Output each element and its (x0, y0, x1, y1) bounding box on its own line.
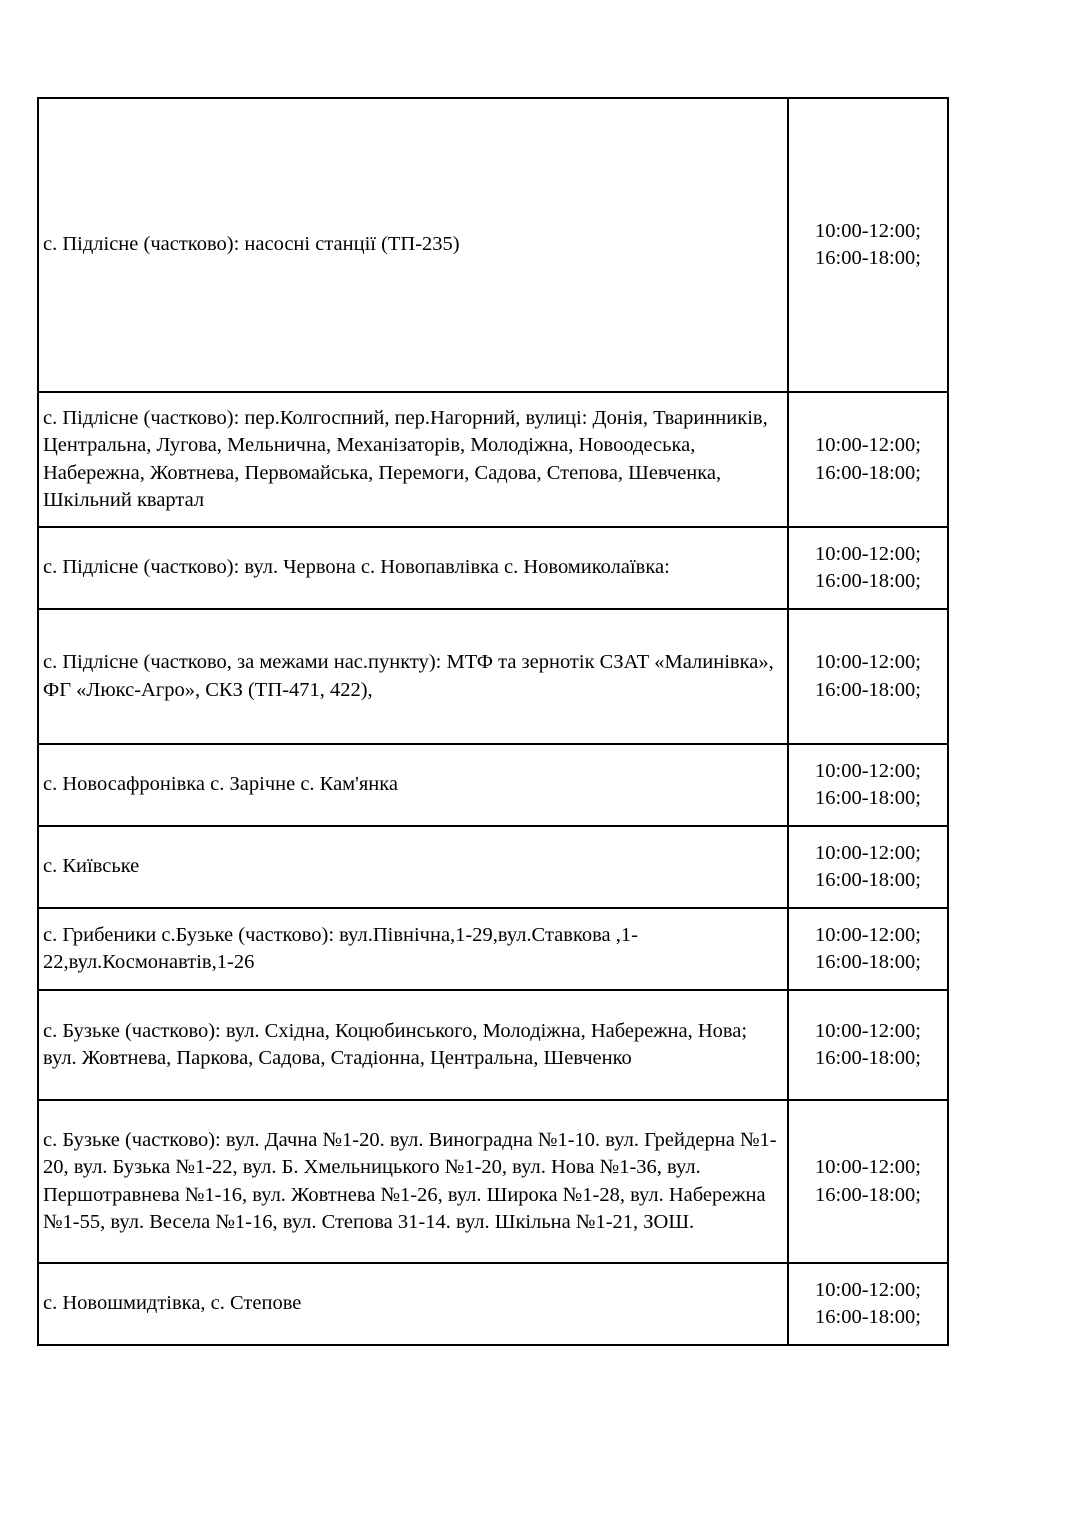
time-slot-evening: 16:00-18:00; (815, 1306, 921, 1328)
time-slot-morning: 10:00-12:00; (815, 219, 921, 242)
time-slot-morning: 10:00-12:00; (815, 434, 921, 456)
settlement-cell: с. Грибеники с.Бузьке (частково): вул.Північна,1-29,вул.Ставкова ,1-22,вул.Космонавтів,1-26 (38, 908, 788, 990)
settlement-cell: с. Підлісне (частково, за межами нас.пункту): МТФ та зернотік СЗАТ «Малинівка», ФГ «Люкс-Агро», СКЗ (ТП-471, 422), (38, 609, 788, 744)
table-row (38, 1263, 948, 1345)
time-cell (788, 1263, 948, 1345)
table-row (38, 527, 948, 609)
time-slot-evening: 16:00-18:00; (815, 678, 921, 701)
settlement-cell: с. Київське (38, 826, 788, 908)
settlement-cell: с. Підлісне (частково): насосні станції (ТП-235) (38, 98, 788, 392)
time-cell (788, 744, 948, 826)
time-slot-evening: 16:00-18:00; (815, 869, 921, 891)
table-row (38, 826, 948, 908)
time-slot-evening: 16:00-18:00; (815, 951, 921, 973)
time-slot-evening: 16:00-18:00; (815, 1047, 921, 1069)
table-row (38, 908, 948, 990)
table-row (38, 744, 948, 826)
time-cell (788, 98, 948, 392)
time-slot-morning: 10:00-12:00; (815, 542, 921, 565)
time-cell (788, 826, 948, 908)
time-slot-evening: 16:00-18:00; (815, 1183, 921, 1206)
settlement-cell: с. Новосафронівка с. Зарічне с. Кам'янка (38, 744, 788, 826)
time-cell (788, 609, 948, 744)
settlement-cell: с. Підлісне (частково): пер.Колгоспний, пер.Нагорний, вулиці: Донія, Тваринників, Центральна, Лугова, Мельнична, Механізаторів, Молодіжна, Новоодеська, Набережна, Жовтнева, Первомайська, Перемоги, Садова, Степова, Шевченка, Шкільний квартал (38, 392, 788, 527)
settlement-cell: с. Підлісне (частково): вул. Червона с. Новопавлівка с. Новомиколаївка: (38, 527, 788, 609)
time-slot-morning: 10:00-12:00; (815, 759, 921, 782)
time-slot-evening: 16:00-18:00; (815, 570, 921, 592)
table-row (38, 609, 948, 744)
table-row (38, 98, 948, 392)
time-cell (788, 1100, 948, 1263)
time-slot-morning: 10:00-12:00; (815, 651, 921, 673)
time-slot-morning: 10:00-12:00; (815, 923, 921, 946)
time-slot-evening: 16:00-18:00; (815, 461, 921, 484)
time-slot-morning: 10:00-12:00; (815, 1019, 921, 1042)
time-cell (788, 527, 948, 609)
table-row (38, 1100, 948, 1263)
time-cell (788, 990, 948, 1100)
outage-schedule-table (37, 97, 949, 1346)
time-cell (788, 908, 948, 990)
time-slot-evening: 16:00-18:00; (815, 247, 921, 269)
settlement-cell: с. Новошмидтівка, с. Степове (38, 1263, 788, 1345)
time-slot-morning: 10:00-12:00; (815, 1156, 921, 1178)
table-row (38, 990, 948, 1100)
time-slot-morning: 10:00-12:00; (815, 1278, 921, 1301)
settlement-cell: с. Бузьке (частково): вул. Східна, Коцюбинського, Молодіжна, Набережна, Нова; вул. Жовтнева, Паркова, Садова, Стадіонна, Центральна, Шевченко (38, 990, 788, 1100)
settlement-cell: с. Бузьке (частково): вул. Дачна №1-20. вул. Виноградна №1-10. вул. Грейдерна №1-20, вул. Бузька №1-22, вул. Б. Хмельницького №1-20, вул. Нова №1-36, вул. Першотравнева №1-16, вул. Жовтнева №1-26, вул. Широка №1-28, вул. Набережна №1-55, вул. Весела №1-16, вул. Степова 31-14. вул. Шкільна №1-21, ЗОШ. (38, 1100, 788, 1263)
time-slot-evening: 16:00-18:00; (815, 787, 921, 809)
time-slot-morning: 10:00-12:00; (815, 841, 921, 864)
table-row (38, 392, 948, 527)
time-cell (788, 392, 948, 527)
